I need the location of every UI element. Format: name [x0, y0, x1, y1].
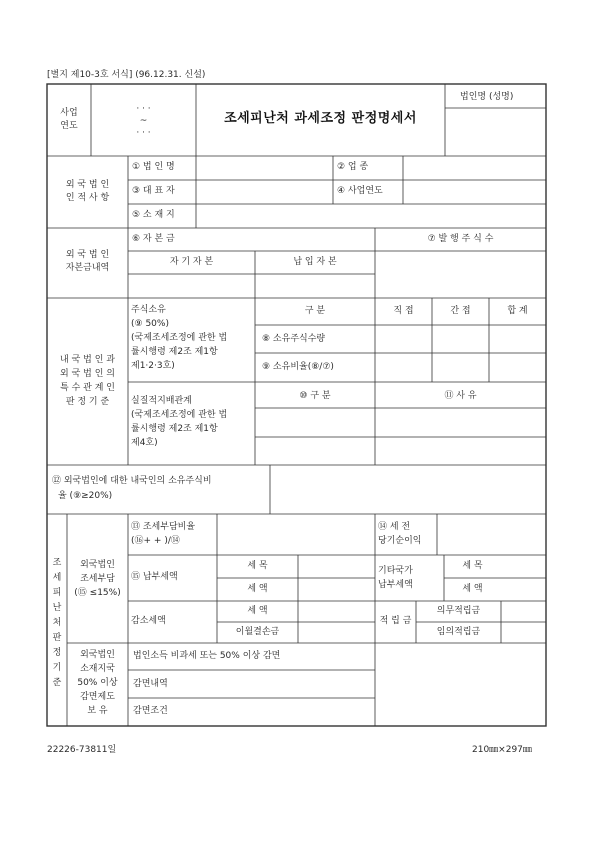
loss-carryover-label: 이월결손금 [235, 627, 280, 637]
other-tax-item-label: 세 목 [462, 561, 483, 571]
exemption-details-label: 감면내역 [133, 679, 168, 689]
relation-section-2: 외 국 법 인 의 [60, 369, 115, 379]
other-country-tax-label: 기타국가 [378, 566, 413, 576]
tax-burden-label-2: 조세부담 [80, 574, 115, 584]
ownership-law-ref-2: 률시행령 제2조 제1항 [131, 347, 218, 357]
corp-name-field-label: ① 법 인 명 [132, 162, 175, 172]
tax-burden-ratio-formula: (⑯+ + )/⑭ [131, 536, 180, 546]
col-direct: 직 접 [393, 306, 414, 316]
foreign-corp-section: 외 국 법 인 [65, 180, 110, 190]
representative-label: ③ 대 표 자 [132, 186, 175, 196]
ownership-label: 주식소유 [131, 305, 166, 315]
other-tax-amount-label: 세 액 [462, 584, 483, 594]
own-capital-label: 자 기 자 본 [169, 257, 214, 267]
other-country-tax-label-2: 납부세액 [378, 580, 413, 590]
paid-in-capital-label: 납 입 자 본 [293, 257, 337, 267]
exemption-label-2: 소재지국 [80, 664, 115, 674]
relation-section: 내 국 법 인 과 [60, 355, 115, 365]
ownership-law-ref: (국제조세조정에 관한 법 [131, 333, 228, 343]
domestic-ratio-label-2: 율 (⑨≥20%) [58, 491, 113, 501]
paper-size: 210㎜×297㎜ [472, 745, 532, 755]
fiscal-year-label: ④ 사업연도 [337, 186, 383, 196]
capital-label: ⑥ 자 본 금 [132, 234, 175, 244]
shares-owned-label: ⑧ 소유주식수량 [262, 334, 326, 344]
haven-section-char: 피 [52, 588, 62, 598]
control-law-ref: (국제조세조정에 관한 법 [131, 410, 228, 420]
tax-burden-label: 외국법인 [80, 560, 115, 570]
haven-section-char: 정 [52, 648, 62, 658]
haven-section-char: 조 [52, 558, 62, 568]
ownership-law-ref-3: 제1·2·3호) [131, 361, 175, 371]
foreign-corp-section-2: 인 적 사 항 [65, 193, 110, 203]
corp-name-field[interactable] [445, 108, 546, 156]
reduced-tax-label: 감소세액 [131, 616, 166, 626]
haven-section-char: 처 [52, 618, 62, 628]
pretax-income-label-2: 당기순이익 [378, 536, 422, 546]
exemption-conditions-label: 감면조건 [133, 706, 168, 716]
relation-section-3: 특 수 관 계 인 [60, 383, 115, 393]
form-title: 조세피난처 과세조정 판정명세서 [224, 111, 417, 126]
control-gubun-label: ⑩ 구 분 [299, 391, 331, 401]
capital-section: 외 국 법 인 [65, 250, 110, 260]
corp-name-label: 법인명 (성명) [460, 92, 514, 102]
control-law-ref-2: 률시행령 제2조 제1항 [131, 424, 218, 434]
form-number: [별지 제10-3호 서식] (96.12.31. 신설) [47, 70, 206, 80]
period-start: · · · [136, 104, 151, 114]
exemption-label-4: 감면제도 [80, 692, 115, 702]
control-reason-label: ⑪ 사 유 [444, 391, 477, 401]
tax-burden-ratio-label: ⑬ 조세부담비율 [131, 522, 196, 532]
tax-paid-label: ⑮ 납부세액 [131, 572, 178, 582]
exemption-label: 외국법인 [80, 650, 115, 660]
tax-item-label: 세 목 [247, 561, 268, 571]
period-tilde: ~ [139, 116, 148, 126]
col-gubun: 구 분 [304, 306, 326, 316]
col-indirect: 간 접 [450, 306, 471, 316]
haven-section-char: 기 [52, 663, 62, 673]
tax-amount-label: 세 액 [247, 584, 268, 594]
location-label: ⑤ 소 재 지 [132, 210, 175, 220]
control-law-ref-3: 제4호) [131, 438, 158, 448]
period-end: · · · [136, 128, 151, 138]
mandatory-reserve-label: 의무적립금 [436, 606, 481, 616]
domestic-ratio-label: ⑫ 외국법인에 대한 내국인의 소유주식비 [52, 476, 212, 486]
ownership-ratio-label: ⑨ 소유비율(⑧/⑦) [262, 362, 334, 372]
haven-section-char: 세 [52, 573, 62, 583]
relation-section-4: 판 정 기 준 [65, 397, 110, 407]
exemption-label-5: 보 유 [87, 706, 108, 716]
reserve-label: 적 립 금 [379, 616, 412, 626]
exemption-criteria-label: 법인소득 비과세 또는 50% 이상 감면 [133, 651, 281, 661]
capital-section-2: 자본금내역 [65, 263, 110, 273]
exemption-label-3: 50% 이상 [77, 678, 118, 688]
issued-shares-label: ⑦ 발 행 주 식 수 [427, 234, 494, 244]
period-label: 사업 [60, 108, 78, 118]
voluntary-reserve-label: 임의적립금 [436, 627, 481, 637]
control-label: 실질적지배관계 [131, 396, 192, 406]
haven-section-char: 준 [52, 678, 62, 688]
pretax-income-label: ⑭ 세 전 [378, 522, 411, 532]
reduced-tax-amount-label: 세 액 [247, 606, 268, 616]
haven-section-char: 난 [52, 603, 62, 613]
period-label-2: 연도 [60, 121, 78, 131]
form-code: 22226-73811일 [47, 745, 117, 755]
ownership-threshold: (⑨ 50%) [131, 319, 169, 329]
col-total: 합 계 [507, 306, 528, 316]
industry-label: ② 업 종 [337, 162, 369, 172]
haven-section-char: 판 [52, 633, 62, 643]
tax-burden-label-3: (⑮ ≤15%) [74, 588, 121, 598]
